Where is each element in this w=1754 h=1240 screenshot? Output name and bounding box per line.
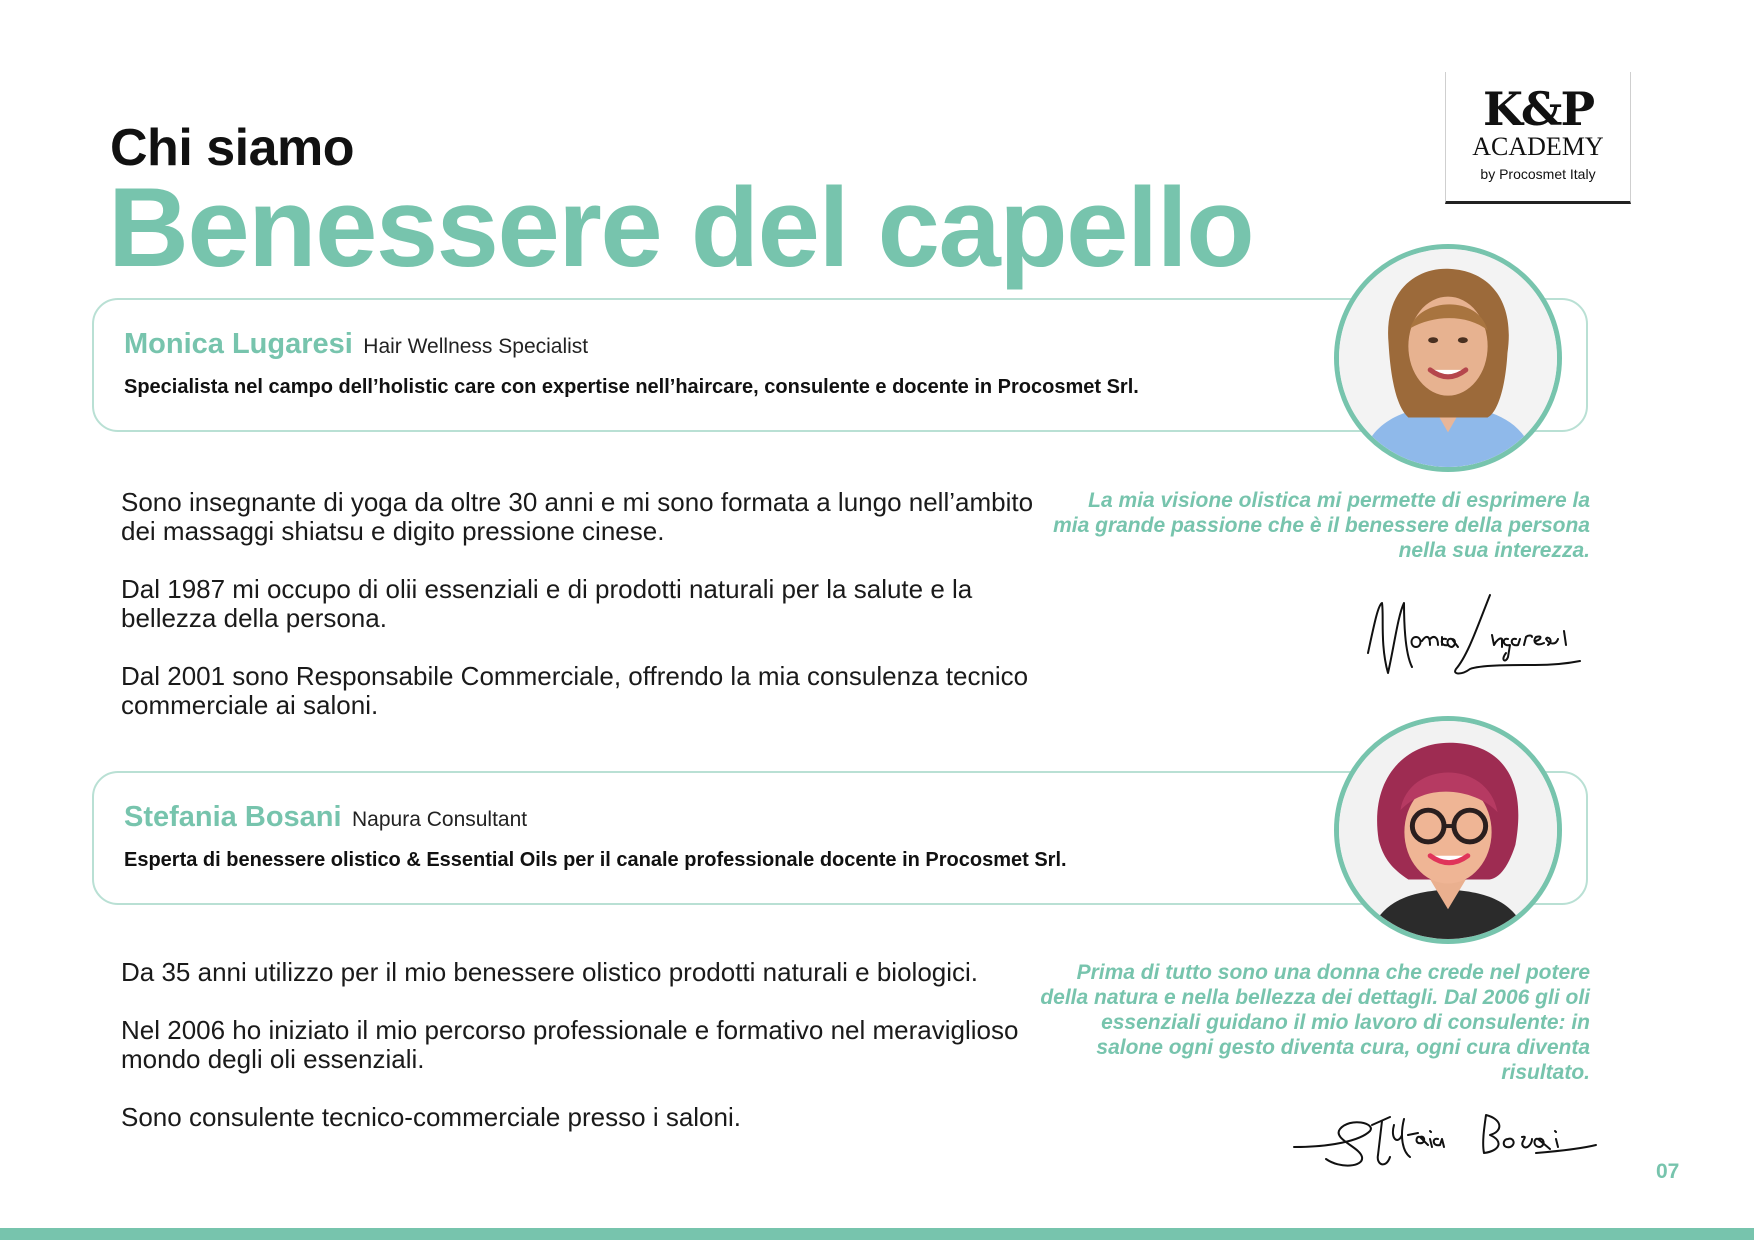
bio-paragraph: Sono consulente tecnico-commerciale presso i saloni. bbox=[121, 1102, 741, 1132]
person-description: Esperta di benessere olistico & Essential Oils per il canale professionale docente in Procosmet Srl. bbox=[124, 849, 1067, 871]
person-name: Monica Lugaresi bbox=[124, 328, 353, 360]
person-role: Napura Consultant bbox=[352, 808, 528, 831]
kp-academy-logo bbox=[1445, 72, 1631, 204]
page-title: Benessere del capello bbox=[108, 165, 1254, 290]
logo-brand: K&P bbox=[1482, 82, 1594, 136]
portrait-woman-blonde-icon bbox=[1339, 249, 1557, 467]
logo-by-line: by Procosmet Italy bbox=[1480, 166, 1596, 182]
avatar-stefania bbox=[1334, 716, 1562, 944]
section-label: Chi siamo bbox=[110, 119, 354, 177]
person-description: Specialista nel campo dell’holistic care con expertise nell’haircare, consulente e docente in Procosmet Srl. bbox=[124, 376, 1139, 398]
person-role: Hair Wellness Specialist bbox=[363, 335, 589, 358]
bio-stefania bbox=[121, 958, 1041, 1161]
quote-stefania: Prima di tutto sono una donna che crede nel potere della natura e nella bellezza dei dettagli. Dal 2006 gli oli essenziali guidano il mio lavoro di consulente: in salone ogni gesto diventa cura, ogni cura diventa risultato. bbox=[1040, 961, 1590, 1084]
signature-stefania-bosani bbox=[1290, 1095, 1600, 1175]
quote-monica: La mia visione olistica mi permette di esprimere la mia grande passione che è il benessere della persona nella sua interezza. bbox=[1053, 489, 1590, 562]
bio-paragraph: Dal 2001 sono Responsabile Commerciale, offrendo la mia consulenza tecnico commerciale ai saloni. bbox=[121, 661, 1029, 720]
avatar-monica bbox=[1334, 244, 1562, 472]
logo-academy: ACADEMY bbox=[1472, 132, 1604, 161]
person-name: Stefania Bosani bbox=[124, 801, 342, 833]
page-number: 07 bbox=[1656, 1160, 1680, 1183]
bio-paragraph: Da 35 anni utilizzo per il mio benessere olistico prodotti naturali e biologici. bbox=[121, 957, 979, 987]
bio-paragraph: Dal 1987 mi occupo di olii essenziali e di prodotti naturali per la salute e la bellezza della persona. bbox=[121, 574, 973, 633]
bio-paragraph: Sono insegnante di yoga da oltre 30 anni e mi sono formata a lungo nell’ambito dei massaggi shiatsu e digito pressione cinese. bbox=[121, 487, 1034, 546]
signature-monica-lugaresi bbox=[1360, 575, 1600, 685]
bio-monica bbox=[121, 488, 1041, 749]
portrait-woman-glasses-icon bbox=[1339, 721, 1557, 939]
bio-paragraph: Nel 2006 ho iniziato il mio percorso professionale e formativo nel meraviglioso mondo degli oli essenziali. bbox=[121, 1015, 1019, 1074]
footer-bar bbox=[0, 1228, 1754, 1240]
